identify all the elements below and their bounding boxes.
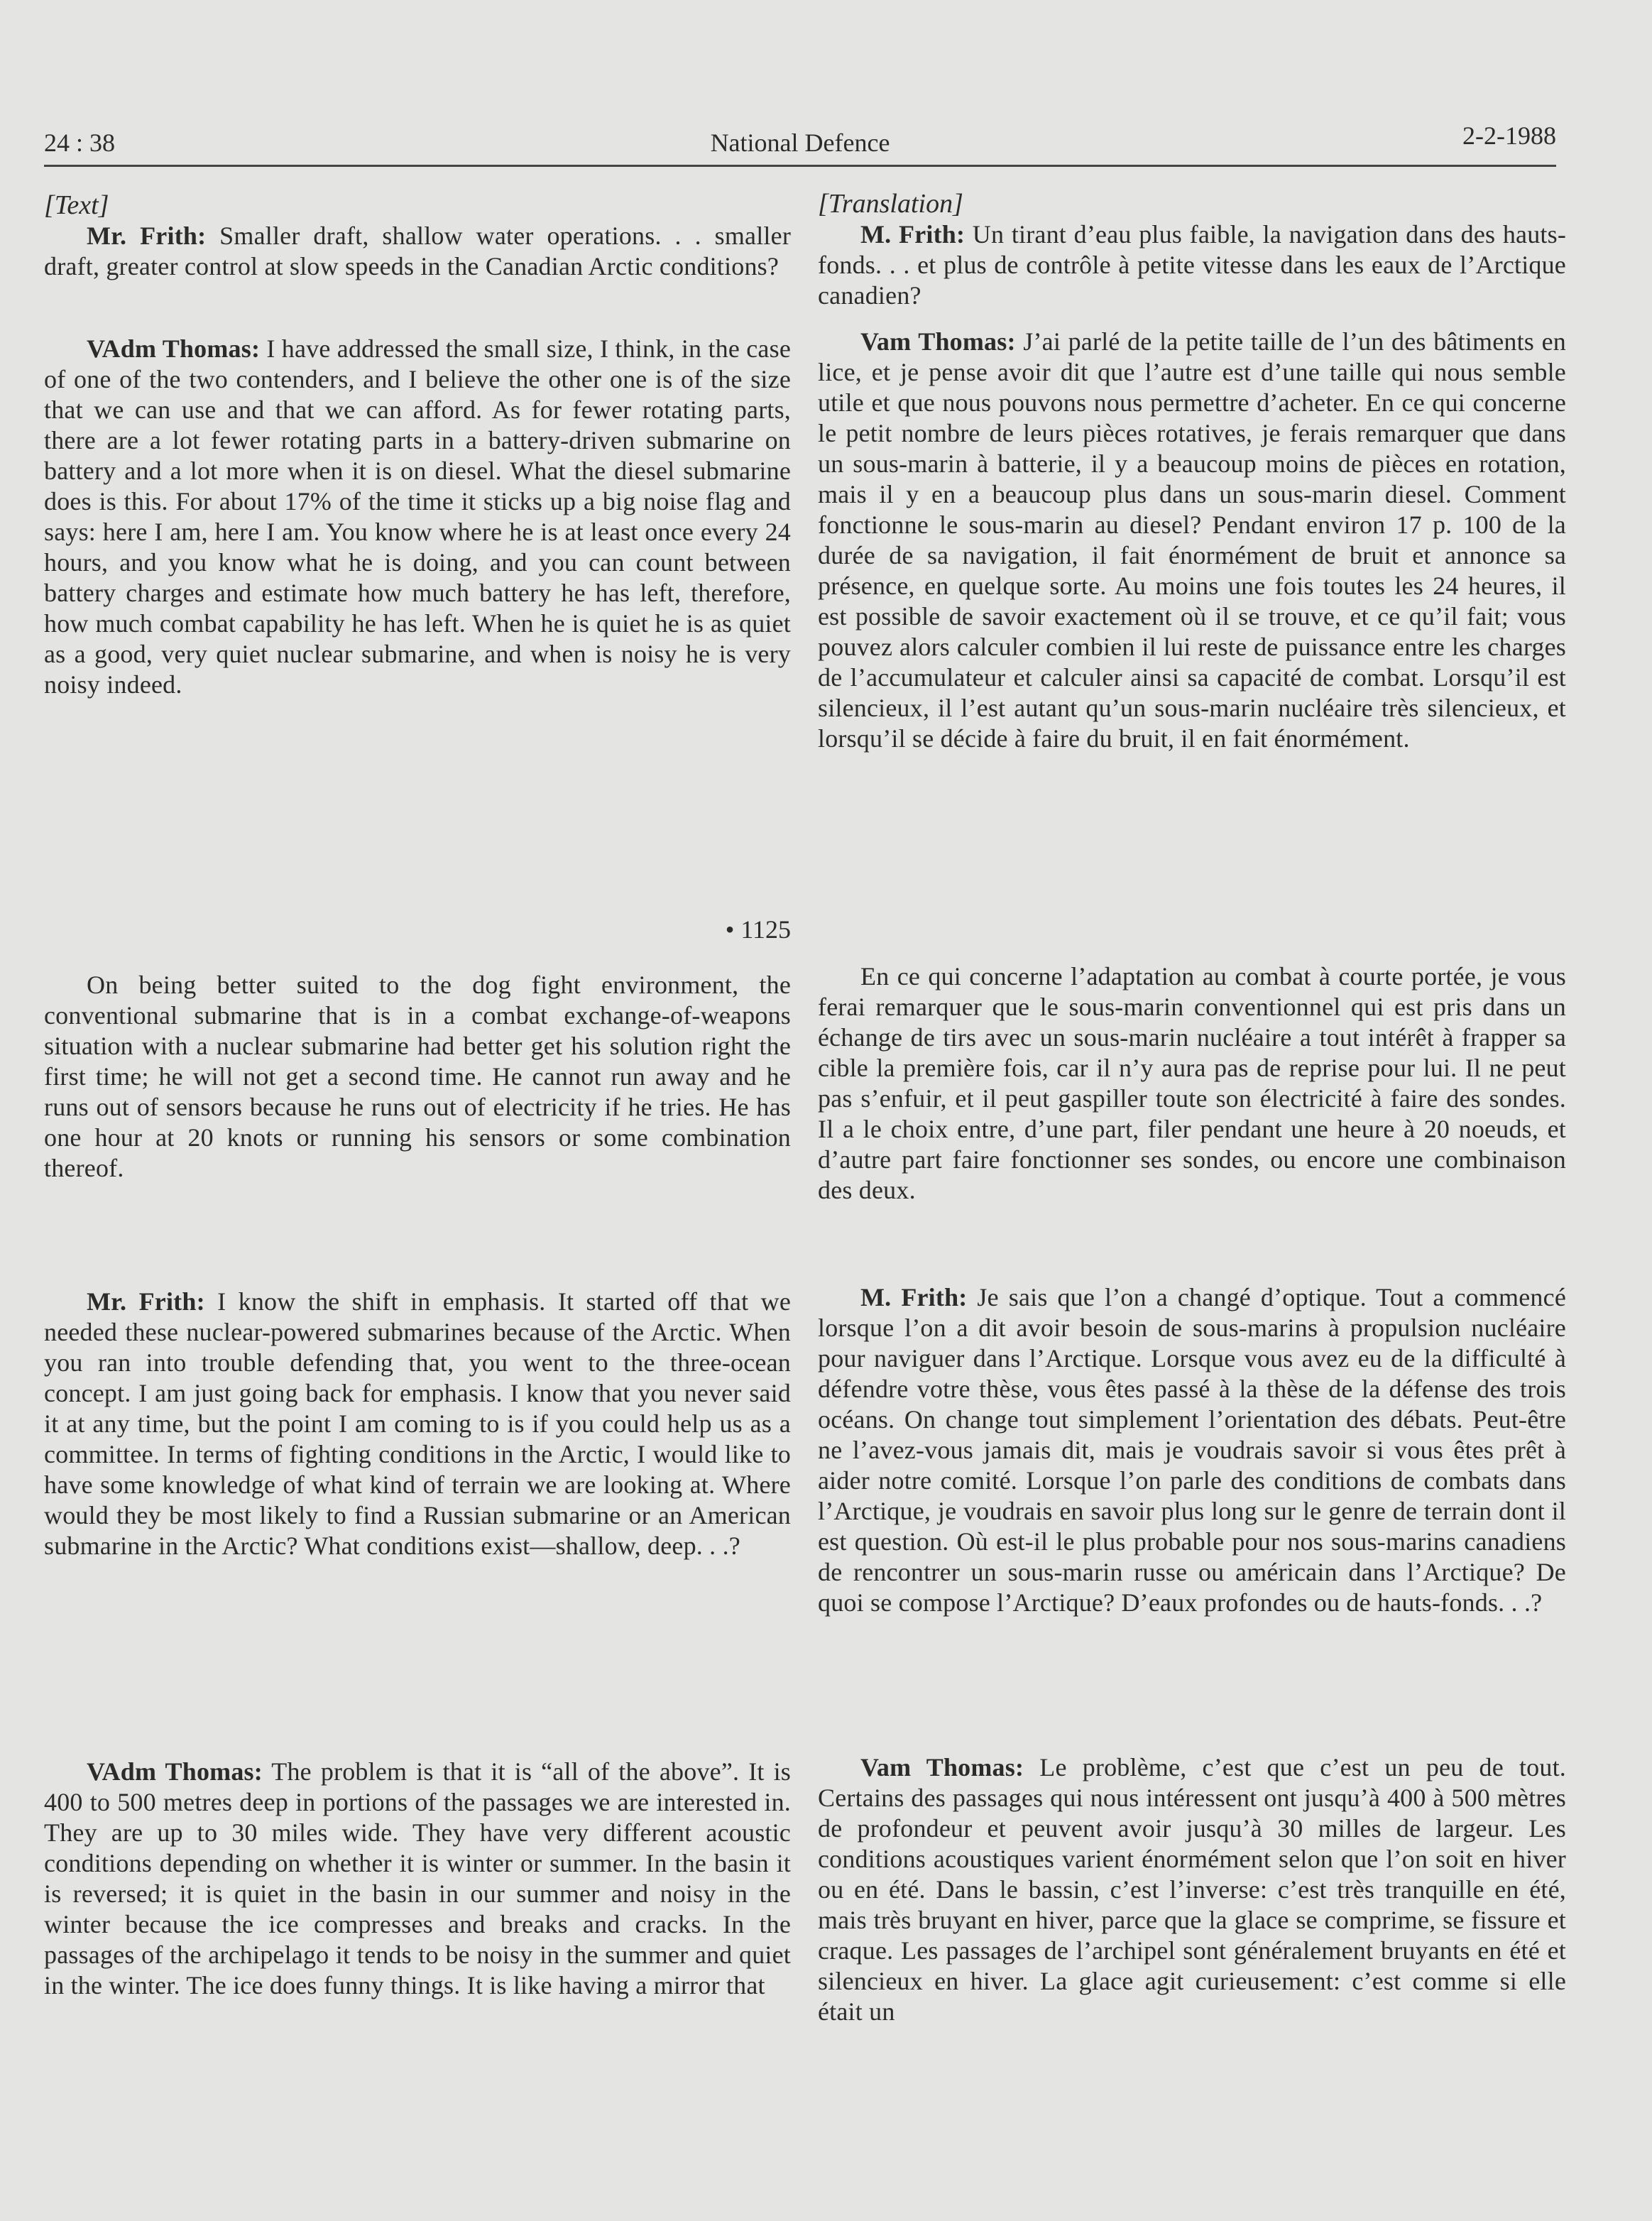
paragraph — [44, 221, 791, 282]
french-block-5 — [818, 1752, 1566, 2027]
paragraph-text: Smaller draft, shallow water operations. . . smaller draft, greater control at slow speeds in the Canadian Arctic conditions? — [44, 222, 792, 280]
speaker-name: Mr. Frith: — [87, 1287, 205, 1316]
time-marker: • 1125 — [725, 915, 791, 944]
speaker-name: Vam Thomas: — [860, 327, 1016, 356]
english-block-4 — [44, 1287, 791, 1561]
paragraph-text: En ce qui concerne l’adaptation au combat à courte portée, je vous ferai remarquer que le sous-marin conventionnel qui est pris dans un échange de tirs avec un sous-marin nucléaire a tout intérêt à frapper sa cible la première fois, car il n’y aura pas de reprise pour lui. Il ne peut pas s’enfuir, et il peut gaspiller toute son électricité à faire des sondes. Il a le choix entre, d’une part, filer pendant une heure à 20 noeuds, et d’autre part faire fonctionner ses sondes, ou encore une combinaison des deux. — [818, 962, 1566, 1204]
running-title: National Defence — [710, 129, 890, 157]
paragraph-text: Je sais que l’on a changé d’optique. Tout a commencé lorsque l’on a dit avoir besoin de sous-marins à propulsion nucléaire pour naviguer dans l’Arctique. Lorsque vous avez eu de la difficulté à défendre votre thèse, vous êtes passé à la thèse de la défense des trois océans. On change tout simplement l’orientation des débats. Peut-être ne l’avez-vous jamais dit, mais je voudrais savoir si vous êtes prêt à aider notre comité. Lorsque l’on parle des conditions de combats dans l’Arctique, je voudrais en savoir plus long sur le genre de terrain dont il est question. Où est-il le plus probable pour nos sous-marins canadiens de rencontrer un sous-marin russe ou américain dans l’Arctique? De quoi se compose l’Arctique? D’eaux profondes ou de hauts-fonds. . .? — [818, 1283, 1566, 1617]
french-block-1 — [818, 189, 1566, 311]
paragraph — [44, 1287, 791, 1561]
speaker-name: Vam Thomas: — [860, 1753, 1024, 1781]
speaker-name: Mr. Frith: — [87, 222, 207, 250]
french-block-2 — [818, 327, 1566, 754]
english-block-5 — [44, 1757, 791, 2001]
paragraph — [44, 970, 791, 1184]
paragraph-text: J’ai parlé de la petite taille de l’un des bâtiments en lice, et je pense avoir dit que l’autre est d’une taille qui nous semble utile et que nous pouvons nous permettre d’acheter. En ce qui concerne le petit nombre de leurs pièces rotatives, je ferais remarquer que dans un sous-marin à batterie, il y a beaucoup moins de pièces en rotation, mais il y en a beaucoup plus dans un sous-marin diesel. Comment fonctionne le sous-marin au diesel? Pendant environ 17 p. 100 de la durée de sa navigation, il fait énormément de bruit et annonce sa présence, en quelque sorte. Au moins une fois toutes les 24 heures, il est possible de savoir exactement où il se trouve, et ce qu’il fait; vous pouvez alors calculer combien il lui reste de puissance entre les charges de l’accumulateur et calculer ainsi sa capacité de combat. Lorsqu’il est silencieux, il l’est autant qu’un sous-marin nucléaire très silencieux, et lorsqu’il se décide à faire du bruit, il en fait énormément. — [818, 327, 1566, 753]
page-header — [44, 121, 1556, 167]
header-date: 2-2-1988 — [1462, 121, 1556, 150]
paragraph — [818, 961, 1566, 1206]
paragraph — [44, 1757, 791, 2001]
english-block-2 — [44, 334, 791, 700]
speaker-name: M. Frith: — [860, 1283, 968, 1311]
paragraph-text: Le problème, c’est que c’est un peu de tout. Certains des passages qui nous intéressent ont jusqu’à 400 à 500 mètres de profondeur et peuvent avoir jusqu’à 30 milles de largeur. Les conditions acoustiques varient énormément selon que l’on soit en hiver ou en été. Dans le bassin, c’est l’inverse: c’est très tranquille en été, mais très bruyant en hiver, parce que la glace se comprime, se fissure et craque. Les passages de l’archipel sont généralement bruyants en été et silencieux en hiver. La glace agit curieusement: c’est comme si elle était un — [818, 1753, 1566, 2026]
paragraph-text: The problem is that it is “all of the above”. It is 400 to 500 metres deep in portions of the passages we are interested in. They are up to 30 miles wide. They have very different acoustic conditions depending on whether it is winter or summer. In the basin it is reversed; it is quiet in the basin in our summer and noisy in the winter because the ice compresses and breaks and cracks. In the passages of the archipelago it tends to be noisy in the summer and quiet in the winter. The ice does funny things. It is like having a mirror that — [44, 1757, 791, 1999]
english-block-3 — [44, 970, 791, 1184]
paragraph — [818, 219, 1566, 311]
paragraph-text: On being better suited to the dog fight environment, the conventional submarine that is in a combat exchange-of-weapons situation with a nuclear submarine had better get his solution right the first time; he will not get a second time. He cannot run away and he runs out of sensors because he runs out of electricity if he tries. He has one hour at 20 knots or running his sensors or some combination thereof. — [44, 971, 791, 1182]
page-reference: 24 : 38 — [44, 129, 116, 157]
french-block-4 — [818, 1282, 1566, 1618]
paragraph — [818, 1752, 1566, 2027]
paragraph-text: Un tirant d’eau plus faible, la navigation dans des hauts-fonds. . . et plus de contrôle à petite vitesse dans les eaux de l’Arctique canadien? — [818, 220, 1567, 310]
text-label: [Text] — [44, 190, 109, 220]
speaker-name: VAdm Thomas: — [87, 1757, 263, 1786]
paragraph-text: I have addressed the small size, I think, in the case of one of the two contenders, and I believe the other one is of the size that we can use and that we can afford. As for fewer rotating parts, there are a lot fewer rotating parts in a battery-driven submarine on battery and a lot more when it is on diesel. What the diesel submarine does is this. For about 17% of the time it sticks up a big noise flag and says: here I am, here I am. You know where he is at least once every 24 hours, and you know what he is doing, and you can count between battery charges and estimate how much battery he has left, therefore, how much combat capability he has left. When he is quiet he is as quiet as a good, very quiet nuclear submarine, and when is noisy he is very noisy indeed. — [44, 334, 791, 699]
translation-label: [Translation] — [818, 189, 963, 219]
paragraph — [818, 1282, 1566, 1618]
french-block-3 — [818, 961, 1566, 1206]
time-marker-row — [44, 915, 791, 950]
paragraph — [818, 327, 1566, 754]
paragraph-text: I know the shift in emphasis. It started off that we needed these nuclear-powered submarines because of the Arctic. When you ran into trouble defending that, you went to the three-ocean concept. I am just going back for emphasis. I know that you never said it at any time, but the point I am coming to is if you could help us as a committee. In terms of fighting conditions in the Arctic, I would like to have some knowledge of what kind of terrain we are looking at. Where would they be most likely to find a Russian submarine or an American submarine in the Arctic? What conditions exist—shallow, deep. . .? — [44, 1287, 791, 1560]
speaker-name: VAdm Thomas: — [87, 334, 261, 363]
speaker-name: M. Frith: — [860, 220, 966, 249]
paragraph — [44, 334, 791, 700]
english-block-1 — [44, 190, 791, 282]
